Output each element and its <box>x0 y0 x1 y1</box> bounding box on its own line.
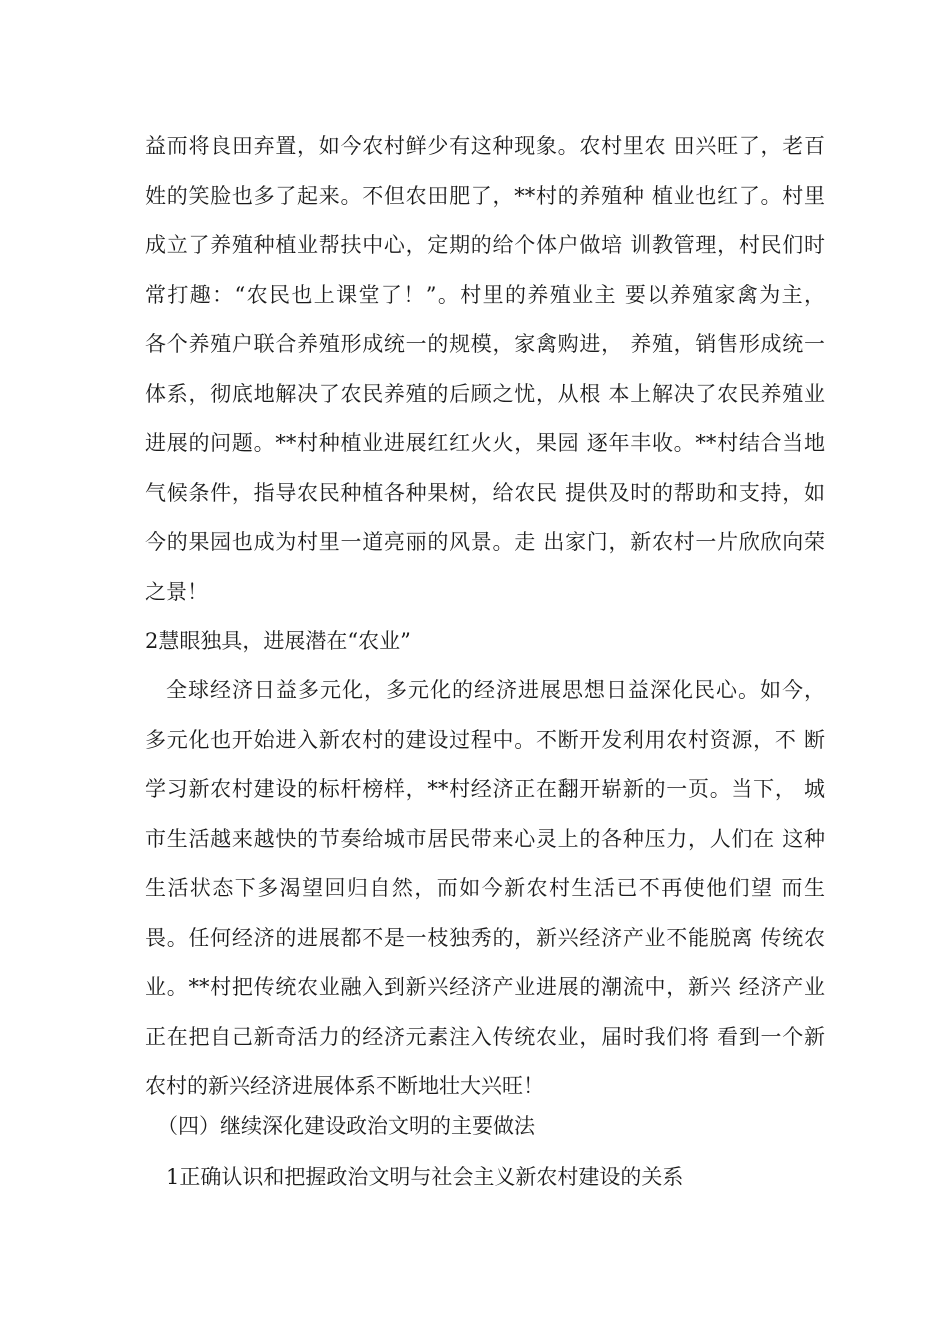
paragraph-2-line-3: 学习新农村建设的标杆榜样，**村经济正在翻开崭新的一页。当下， 城 <box>145 777 825 801</box>
paragraph-1-line-3: 成立了养殖种植业帮扶中心，定期的给个体户做培 训教管理，村民们时 <box>145 233 825 257</box>
paragraph-2-line-8: 正在把自己新奇活力的经济元素注入传统农业，届时我们将 看到一个新 <box>145 1025 825 1049</box>
paragraph-2-line-6: 畏。任何经济的进展都不是一枝独秀的，新兴经济产业不能脱离 传统农 <box>145 926 825 950</box>
paragraph-2-line-1: 全球经济日益多元化，多元化的经济进展思想日益深化民心。如今， <box>166 678 825 702</box>
subsection-1-heading: 1正确认识和把握政治文明与社会主义新农村建设的关系 <box>166 1165 684 1189</box>
paragraph-1-line-7: 进展的问题。**村种植业进展红红火火，果园 逐年丰收。**村结合当地 <box>145 431 825 455</box>
paragraph-1-line-10: 之景！ <box>145 580 208 604</box>
paragraph-2-line-5: 生活状态下多渴望回归自然，而如今新农村生活已不再使他们望 而生 <box>145 876 825 900</box>
paragraph-1-line-1: 益而将良田弃置，如今农村鲜少有这种现象。农村里农 田兴旺了，老百 <box>145 134 825 158</box>
paragraph-2-line-7: 业。**村把传统农业融入到新兴经济产业进展的潮流中，新兴 经济产业 <box>145 975 825 999</box>
paragraph-2-line-4: 市生活越来越快的节奏给城市居民带来心灵上的各种压力，人们在 这种 <box>145 827 825 851</box>
paragraph-1-line-6: 体系，彻底地解决了农民养殖的后顾之忧，从根 本上解决了农民养殖业 <box>145 382 825 406</box>
paragraph-1-line-4: 常打趣：“农民也上课堂了！”。村里的养殖业主 要以养殖家禽为主， <box>145 283 825 307</box>
paragraph-2-line-9: 农村的新兴经济进展体系不断地壮大兴旺！ <box>145 1074 544 1098</box>
section-4-heading: （四）继续深化建设政治文明的主要做法 <box>157 1114 535 1138</box>
paragraph-1-line-5: 各个养殖户联合养殖形成统一的规模，家禽购进， 养殖，销售形成统一 <box>145 332 825 356</box>
section-2-heading: 2慧眼独具，进展潜在“农业” <box>145 629 411 653</box>
paragraph-1-line-9: 今的果园也成为村里一道亮丽的风景。走 出家门，新农村一片欣欣向荣 <box>145 530 825 554</box>
paragraph-1-line-8: 气候条件，指导农民种植各种果树，给农民 提供及时的帮助和支持，如 <box>145 481 825 505</box>
paragraph-1-line-2: 姓的笑脸也多了起来。不但农田肥了，**村的养殖种 植业也红了。村里 <box>145 184 825 208</box>
paragraph-2-line-2: 多元化也开始进入新农村的建设过程中。不断开发利用农村资源，不 断 <box>145 728 825 752</box>
